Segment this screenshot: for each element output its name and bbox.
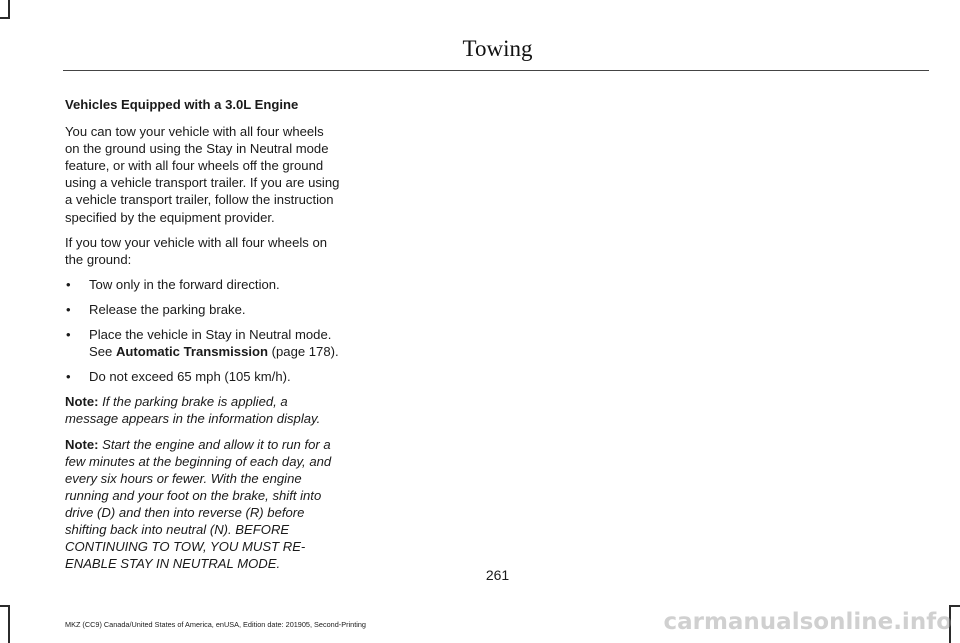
note-label: Note: <box>65 394 99 410</box>
lead-in-paragraph: If you tow your vehicle with all four wheels on the ground: <box>65 234 328 267</box>
page-number: 261 <box>485 567 510 583</box>
cross-reference-link[interactable]: Automatic Transmission <box>115 344 269 360</box>
list-item <box>65 301 340 318</box>
list-item-text: Release the parking brake. <box>89 301 246 317</box>
intro-paragraph: You can tow your vehicle with all four wheels on the ground using the Stay in Neutral mode feature, or with all four wheels off the ground using a vehicle transport trailer. If you are using a vehicle transport trailer, follow the instruction specified by the equipment provider. <box>65 124 340 225</box>
bullet-icon: • <box>66 301 71 317</box>
content-column <box>65 96 340 580</box>
page-title: Towing <box>462 36 533 61</box>
crop-mark <box>0 605 10 607</box>
note-paragraph <box>65 436 340 573</box>
list-item <box>65 326 340 360</box>
note-label: Note: <box>65 436 99 452</box>
list-item-text: Do not exceed 65 mph (105 km/h). <box>89 369 291 385</box>
note-text: If the parking brake is applied, a message appears in the information display. <box>65 394 321 427</box>
note-paragraph <box>65 393 340 427</box>
list-item-text: Place the vehicle in Stay in Neutral mode. <box>89 327 332 343</box>
list-item <box>65 276 340 293</box>
crop-mark <box>8 605 10 643</box>
towing-steps-list <box>65 276 340 385</box>
header-divider <box>63 70 929 71</box>
note-text: Start the engine and allow it to run for a few minutes at the beginning of each day, and every six hours or fewer. With the engine running and your foot on the brake, shift into drive (D) and then into reverse (R) before shifting back into neutral (N). BEFORE CONTINUING TO TOW, YOU MUST RE-ENABLE STAY IN NEUTRAL MODE. <box>65 436 332 572</box>
list-item <box>65 368 340 385</box>
see-prefix: See <box>89 344 116 360</box>
page-reference: (page 178). <box>268 344 339 360</box>
crop-mark <box>949 605 960 607</box>
list-item-text: Tow only in the forward direction. <box>89 276 280 292</box>
edition-footer: MKZ (CC9) Canada/United States of America, enUSA, Edition date: 201905, Second-Printing <box>65 620 366 629</box>
bullet-icon: • <box>66 369 71 385</box>
watermark: carmanualsonline.info <box>663 609 952 635</box>
section-heading: Vehicles Equipped with a 3.0L Engine <box>65 97 299 112</box>
crop-mark <box>8 0 10 18</box>
bullet-icon: • <box>66 276 71 292</box>
crop-mark <box>0 17 10 19</box>
bullet-icon: • <box>66 327 71 343</box>
